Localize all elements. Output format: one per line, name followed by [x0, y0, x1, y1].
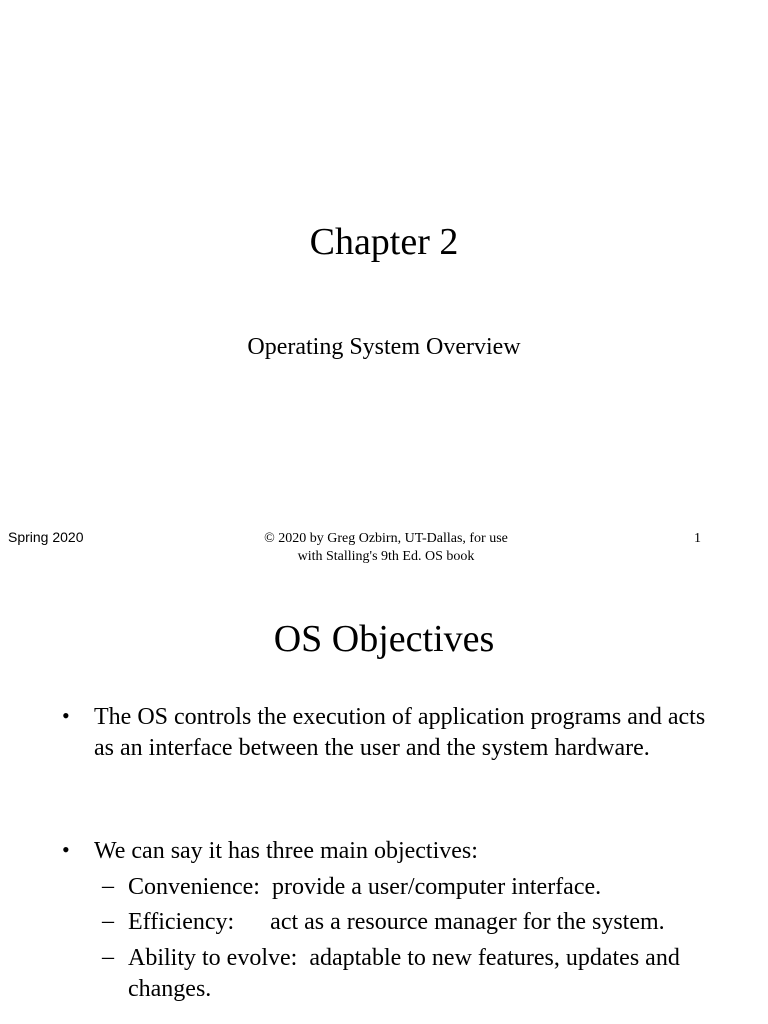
footer-copyright [236, 530, 536, 566]
sub-bullet-text: Convenience: provide a user/computer interface. [128, 874, 602, 900]
sub-bullet-item [102, 907, 722, 938]
slide-title: Chapter 2 [309, 221, 459, 263]
bullet-text: The OS controls the execution of application programs and acts as an interface between the user and the system hardware. [94, 704, 706, 761]
footer-copyright-line-1: © 2020 by Greg Ozbirn, UT-Dallas, for use [264, 531, 508, 546]
slide-2 [0, 576, 768, 1024]
bullet-text: We can say it has three main objectives: [94, 838, 478, 864]
slide-subtitle: Operating System Overview [247, 334, 521, 360]
bullet-item [62, 836, 722, 867]
sub-bullet-text: Ability to evolve: adaptable to new features, updates and changes. [128, 945, 686, 1002]
bullet-item [62, 702, 722, 798]
page-number: 1 [694, 531, 701, 546]
sub-bullet-marker: – [102, 944, 114, 970]
slide-title: OS Objectives [273, 618, 495, 660]
sub-bullet-marker: – [102, 908, 114, 934]
footer-copyright-line-2: with Stalling's 9th Ed. OS book [297, 549, 475, 564]
sub-bullet-marker: – [102, 873, 114, 899]
footer-term: Spring 2020 [8, 529, 84, 545]
sub-bullet-item [102, 943, 722, 1007]
sub-bullet-text: Efficiency: act as a resource manager for the system. [128, 909, 665, 935]
sub-bullet-item [102, 872, 722, 903]
bullet-marker: • [62, 703, 70, 728]
bullet-marker: • [62, 837, 70, 862]
